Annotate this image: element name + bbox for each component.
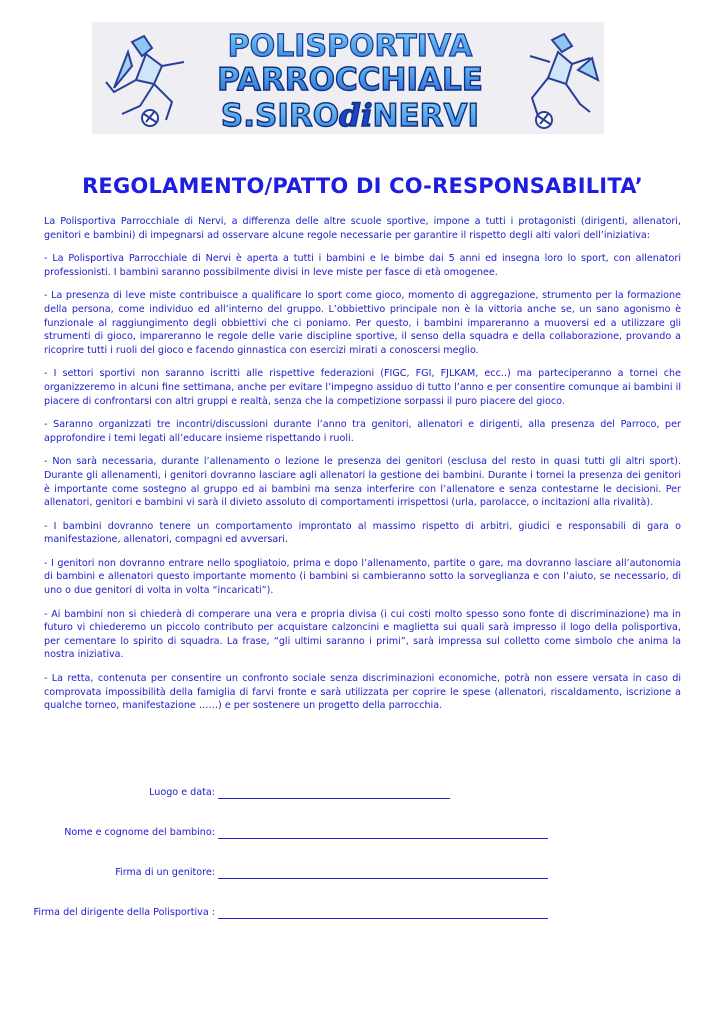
parent-sign-field[interactable] — [218, 867, 548, 879]
logo-graphic — [92, 22, 604, 134]
document-title: REGOLAMENTO/PATTO DI CO-RESPONSABILITA’ — [82, 174, 643, 198]
logo-line-3-a: S.SIRO — [220, 98, 340, 134]
paragraph-rule: - I genitori non dovranno entrare nello spogliatoio, prima e dopo l’allenamento, partite o gare, ma dovranno lasciare all’autonomia di bambini e allenatori questo importante momento (i bambini si cambieranno sotto la sorveglianza e con l’aiuto, se necessario, di uno o due genitori di volta in volta “incaricati”). — [44, 557, 681, 597]
right-player-figure — [530, 34, 598, 128]
director-sign-field[interactable] — [218, 907, 548, 919]
paragraph-rule: - La retta, contenuta per consentire un confronto sociale senza discriminazioni economiche, potrà non essere versata in caso di comprovata impossibilità della famiglia di farvi fronte e sarà utilizzata per coprire le spese (allenatori, riscaldamento, iscrizione a qualche torneo, manifestazione ……) e per sostenere un progetto della parrocchia. — [44, 673, 681, 712]
paragraph-intro: La Polisportiva Parrocchiale di Nervi, a differenza delle altre scuole sportive, impone a tutti i protagonisti (dirigenti, allenatori, genitori e bambini) di impegnarsi ad osservare alcune regole necessarie per garantire il rispetto degli alti valori dell’iniziativa: — [44, 216, 681, 241]
logo-line-3 — [221, 98, 479, 134]
child-name-label: Nome e cognome del bambino: — [64, 827, 215, 838]
paragraph-rule: - I bambini dovranno tenere un comportamento improntato al massimo rispetto di arbitri, giudici e responsabili di gara o manifestazione, allenatori, compagni ed avversari. — [44, 520, 681, 546]
paragraph-rule: - Saranno organizzati tre incontri/discussioni durante l’anno tra genitori, allenatori e dirigenti, alla presenza del Parroco, per approfondire i temi legati all’educare insieme rispettando i ruoli. — [44, 419, 681, 444]
paragraph-rule: - Non sarà necessaria, durante l’allenamento o lezione le presenza dei genitori (esclusa del resto in quasi tutti gli altri sport). Durante gli allenamenti, i genitori dovranno lasciare agli allenatori la gestione dei bambini. Durante i tornei la presenza dei genitori è importante come sostegno al gruppo ed ai bambini ma senza interferire con l’allenatore e senza contestarne le decisioni. Per allenatori, genitori e bambini vi sarà il divieto assoluto di comportamenti irrispettosi (urla, parolacce, o incitazioni alla rivalità). — [44, 456, 681, 509]
director-sign-label: Firma del dirigente della Polisportiva : — [33, 907, 215, 918]
club-logo — [92, 22, 604, 134]
logo-line-1: POLISPORTIVA — [227, 29, 473, 64]
logo-line-3-b: di — [339, 98, 373, 134]
paragraph-rule: - I settori sportivi non saranno iscritti alle rispettive federazioni (FIGC, FGI, FJLKAM, ecc..) ma parteciperanno a tornei che organizzeremo in alcuni fine settimana, anche per evitare l’impegno assiduo di tutto l’anno e per consentire comunque ai bambini il piacere di confrontarsi con altri gruppi e realtà, senza che la competizione sorpassi il puro piacere del gioco. — [44, 368, 681, 407]
place-date-field[interactable] — [218, 787, 450, 799]
child-name-field[interactable] — [218, 827, 548, 839]
paragraph-rule: - La Polisportiva Parrocchiale di Nervi è aperta a tutti i bambini e le bimbe dai 5 anni ed insegna loro lo sport, con allenatori professionisti. I bambini saranno possibilmente divisi in leve miste per fasce di età omogenee. — [44, 253, 681, 278]
paragraph-rule: - Ai bambini non si chiederà di comperare una vera e propria divisa (i cui costi molto spesso sono fonte di discriminazione) ma in futuro vi chiederemo un piccolo contributo per acquistare calzoncini e maglietta sui quali sarà impresso il logo della polisportiva, per cementare lo spirito di squadra. La frase, “gli ultimi saranno i primi”, sarà impressa sul colletto come simbolo che anima la nostra iniziativa. — [44, 608, 681, 661]
logo-line-2: PARROCCHIALE — [217, 62, 483, 98]
place-date-label: Luogo e data: — [149, 787, 215, 798]
rules-body — [44, 215, 681, 723]
parent-sign-label: Firma di un genitore: — [115, 867, 215, 878]
left-player-figure — [106, 36, 184, 126]
logo-line-3-c: NERVI — [372, 98, 480, 134]
paragraph-rule: - La presenza di leve miste contribuisce a qualificare lo sport come gioco, momento di aggregazione, strumento per la formazione della persona, come individuo ed all’interno del gruppo. L’obbiettivo principale non è la vittoria anche se, un sano agonismo è funzionale al raggiungimento degli obbiettivi che ci poniamo. Per questo, i bambini impareranno a muoversi ed a utilizzare gli strumenti di gioco, impareranno le regole delle varie discipline sportive, il senso della squadra e della collaborazione, provando a ricoprire tutti i ruoli del gioco e facendo ginnastica con esercizi mirati a conoscersi meglio. — [44, 290, 681, 356]
